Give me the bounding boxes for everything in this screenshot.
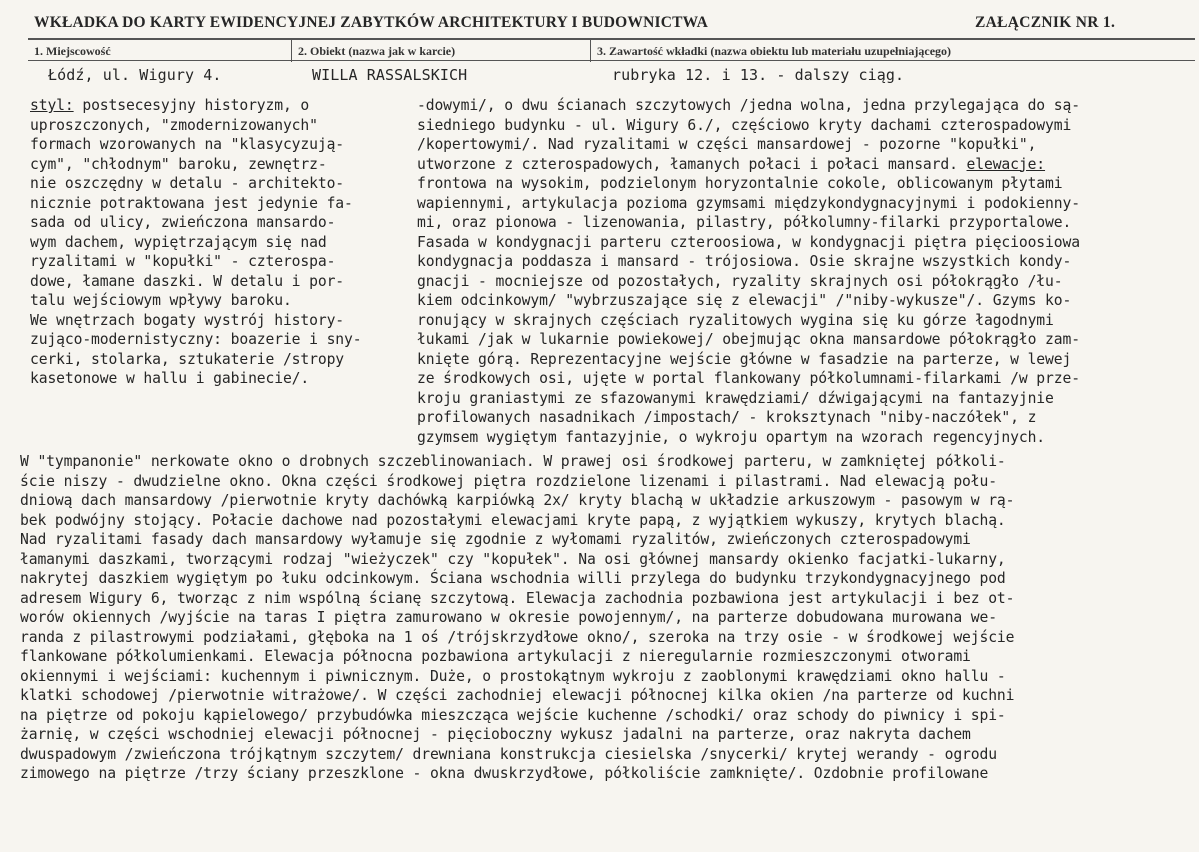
left-text-line: nicznie potraktowana jest jedynie fa- bbox=[30, 194, 353, 212]
right-text-line: łukami /jak w lukarnie powiekowej/ obejmując okna mansardowe półokrągło zam- bbox=[417, 331, 1080, 348]
right-text-line: gzymsem wygiętym fantazyjnie, o wykroju opartym na wzorach regencyjnych. bbox=[417, 428, 1046, 446]
full-text-line: flankowane półkolumienkami. Elewacja północna pozbawiona artykulacji z nieregularnie rozmieszczonymi otworami bbox=[20, 648, 971, 665]
right-text-line: ze środkowych osi, ujęte w portal flankowany półkolumnami-filarkami /w prze- bbox=[417, 370, 1080, 387]
full-text-line: żarnię, w części wschodniej elewacji północnej - pięcioboczny wykusz jadalni na parterze, oraz nakryta dachem bbox=[20, 726, 971, 743]
object-label: 2. Obiekt (nazwa jak w karcie) bbox=[298, 44, 456, 58]
elevations-line bbox=[417, 155, 1045, 174]
full-text-line: klatki schodowej /pierwotnie witrażowe/. W części zachodniej elewacji północnej kilka okien /na parterze od kuchni bbox=[20, 687, 1015, 704]
style-line-text: postsecesyjny historyzm, o bbox=[73, 97, 310, 114]
label-rule bbox=[28, 60, 1195, 61]
elevations-line-text: utworzone z czterospadowych, łamanych połaci i połaci mansard. bbox=[417, 155, 967, 173]
left-text-line: dowe, łamane daszki. W detalu i por- bbox=[30, 272, 345, 290]
right-text-line: knięte górą. Reprezentacyjne wejście główne w fasadzie na parterze, w lewej bbox=[417, 350, 1072, 368]
full-text-line: na piętrze od pokoju kąpielowego/ przybudówka mieszcząca wejście kuchenne /schodki/ oraz schody do piwnicy i spi- bbox=[20, 706, 1006, 724]
full-text-line: okiennymi i wejściami: kuchennym i piwnicznym. Duże, o prostokątnym wykroju z zaoblonymi krawędziami okno hallu - bbox=[20, 667, 1006, 685]
right-text-line: wapiennymi, artykulacja pozioma gzymsami międzykondygnacyjnymi i podokienny- bbox=[417, 194, 1080, 212]
right-text-line: mi, oraz pionowa - lizenowania, pilastry, półkolumny-filarki przyportalowe. bbox=[417, 214, 1072, 231]
field-divider-2 bbox=[590, 38, 591, 62]
right-text-line: ronujący w skrajnych częściach ryzalitowych wygina się ku górze łagodnymi bbox=[417, 311, 1054, 329]
full-text-line: dwuspadowym /zwieńczona trójkątnym szczytem/ drewniana konstrukcja ciesielska /snycerki/ krytej werandy - ogrodu bbox=[20, 745, 997, 763]
field-divider-1 bbox=[291, 38, 292, 62]
contents-label: 3. Zawartość wkładki (nazwa obiektu lub materiału uzupełniającego) bbox=[597, 44, 952, 58]
style-label: styl: bbox=[30, 97, 74, 114]
right-text-line: profilowanych nasadnikach /impostach/ - kroksztynach "niby-naczółek", z bbox=[417, 409, 1037, 426]
right-text-line: kroju graniastymi ze sfazowanymi krawędziami/ dźwigającymi na fantazyjnie bbox=[417, 389, 1054, 407]
left-text-line: We wnętrzach bogaty wystrój history- bbox=[30, 311, 345, 329]
right-text-line: kondygnacja poddasza i mansard - trójosiowa. Osie skrajne wszystkich kondy- bbox=[417, 253, 1072, 270]
full-text-line: ście niszy - dwudzielne okno. Okna części środkowej piętra rozdzielone lizenami i pilastrami. Nad elewacją połu- bbox=[20, 472, 997, 490]
left-text-line: zująco-modernistyczny: boazerie i sny- bbox=[30, 331, 362, 348]
left-text-line: formach wzorowanych na "klasycyzują- bbox=[30, 136, 345, 153]
full-text-line: worów okiennych /wyjście na taras I piętra zamurowano w okresie powojennym/, na parterze dobudowana murowana we- bbox=[20, 609, 997, 626]
style-line bbox=[30, 96, 309, 115]
left-text-line: sada od ulicy, zwieńczona mansardo- bbox=[30, 214, 336, 231]
left-text-line: kasetonowe w hallu i gabinecie/. bbox=[30, 370, 310, 387]
full-text-line: łamanymi daszkami, tworzącymi rodzaj "wieżyczek" czy "kopułek". Na osi głównej mansardy okienko facjatki-lukarny, bbox=[20, 550, 1006, 568]
right-text-line: frontowa na wysokim, podzielonym horyzontalnie cokole, oblicowanym płytami bbox=[417, 175, 1063, 192]
right-text-line: Fasada w kondygnacji parteru czteroosiowa, w kondygnacji piętra pięcioosiowa bbox=[417, 233, 1080, 251]
right-text-line: -dowymi/, o dwu ścianach szczytowych /jedna wolna, jedna przylegająca do są- bbox=[417, 97, 1080, 114]
right-text-line: kiem odcinkowym/ "wybrzuszające się z elewacji" /"niby-wykusze"/. Gzyms ko- bbox=[417, 292, 1072, 309]
full-text-line: nakrytej daszkiem wygiętym po łuku odcinkowym. Ściana wschodnia willi przylega do budynku trzykondygnacyjnego pod bbox=[20, 570, 1006, 587]
left-text-line: talu wejściowym wpływy baroku. bbox=[30, 292, 292, 309]
elevations-label: elewacje: bbox=[966, 155, 1046, 173]
left-text-line: uproszczonych, "zmodernizowanych" bbox=[30, 116, 318, 134]
left-text-line: ryzalitami w "kopułki" - czterospa- bbox=[30, 253, 336, 270]
locality-label: 1. Miejscowość bbox=[34, 44, 111, 58]
card-title: WKŁADKA DO KARTY EWIDENCYJNEJ ZABYTKÓW ARCHITEKTURY I BUDOWNICTWA bbox=[34, 14, 709, 31]
left-text-line: wym dachem, wypiętrzającym się nad bbox=[30, 233, 327, 251]
annex-number: ZAŁĄCZNIK NR 1. bbox=[975, 14, 1116, 31]
locality-value: Łódź, ul. Wigury 4. bbox=[48, 66, 222, 84]
full-text-line: dniową dach mansardowy /pierwotnie kryty dachówką karpiówką 2x/ kryty blachą w układzie arkuszowym - pasowym w rą- bbox=[20, 492, 1015, 509]
right-text-line: /kopertowymi/. Nad ryzalitami w części mansardowej - pozorne "kopułki", bbox=[417, 136, 1037, 153]
left-text-line: nie oszczędny w detalu - architekto- bbox=[30, 175, 345, 192]
full-text-line: randa z pilastrowymi podziałami, głęboka na 1 oś /trójskrzydłowe okno/, szeroka na trzy osie - w środkowej wejście bbox=[20, 628, 1015, 646]
header-rule bbox=[28, 38, 1195, 40]
full-text-line: bek podwójny stojący. Połacie dachowe nad pozostałymi elewacjami kryte papą, z wyjątkiem wykuszy, krytych blachą. bbox=[20, 511, 1006, 529]
left-text-line: cym", "chłodnym" baroku, zewnętrz- bbox=[30, 155, 327, 173]
left-text-line: cerki, stolarka, sztukaterie /stropy bbox=[30, 350, 345, 368]
full-text-line: adresem Wigury 6, tworząc z nim wspólną ścianę szczytową. Elewacja zachodnia pozbawiona jest artykulacji i bez ot- bbox=[20, 589, 1015, 607]
right-text-line: gnacji - mocniejsze od pozostałych, ryzality skrajnych osi półokrągło /łu- bbox=[417, 272, 1063, 290]
right-text-line: siedniego budynku - ul. Wigury 6./, częściowo kryty dachami czterospadowymi bbox=[417, 116, 1072, 134]
full-text-line: zimowego na piętrze /trzy ściany przeszklone - okna dwuskrzydłowe, półkoliście zamknięte/. Ozdobnie profilowane bbox=[20, 765, 989, 782]
full-text-line: W "tympanonie" nerkowate okno o drobnych szczeblinowaniach. W prawej osi środkowej parteru, w zamkniętej półkoli- bbox=[20, 453, 1006, 470]
contents-value: rubryka 12. i 13. - dalszy ciąg. bbox=[612, 66, 905, 84]
object-value: WILLA RASSALSKICH bbox=[312, 66, 468, 84]
full-text-line: Nad ryzalitami fasady dach mansardowy wyłamuje się zgodnie z wyłomami ryzalitów, zwieńczonych czterospadowymi bbox=[20, 531, 971, 548]
